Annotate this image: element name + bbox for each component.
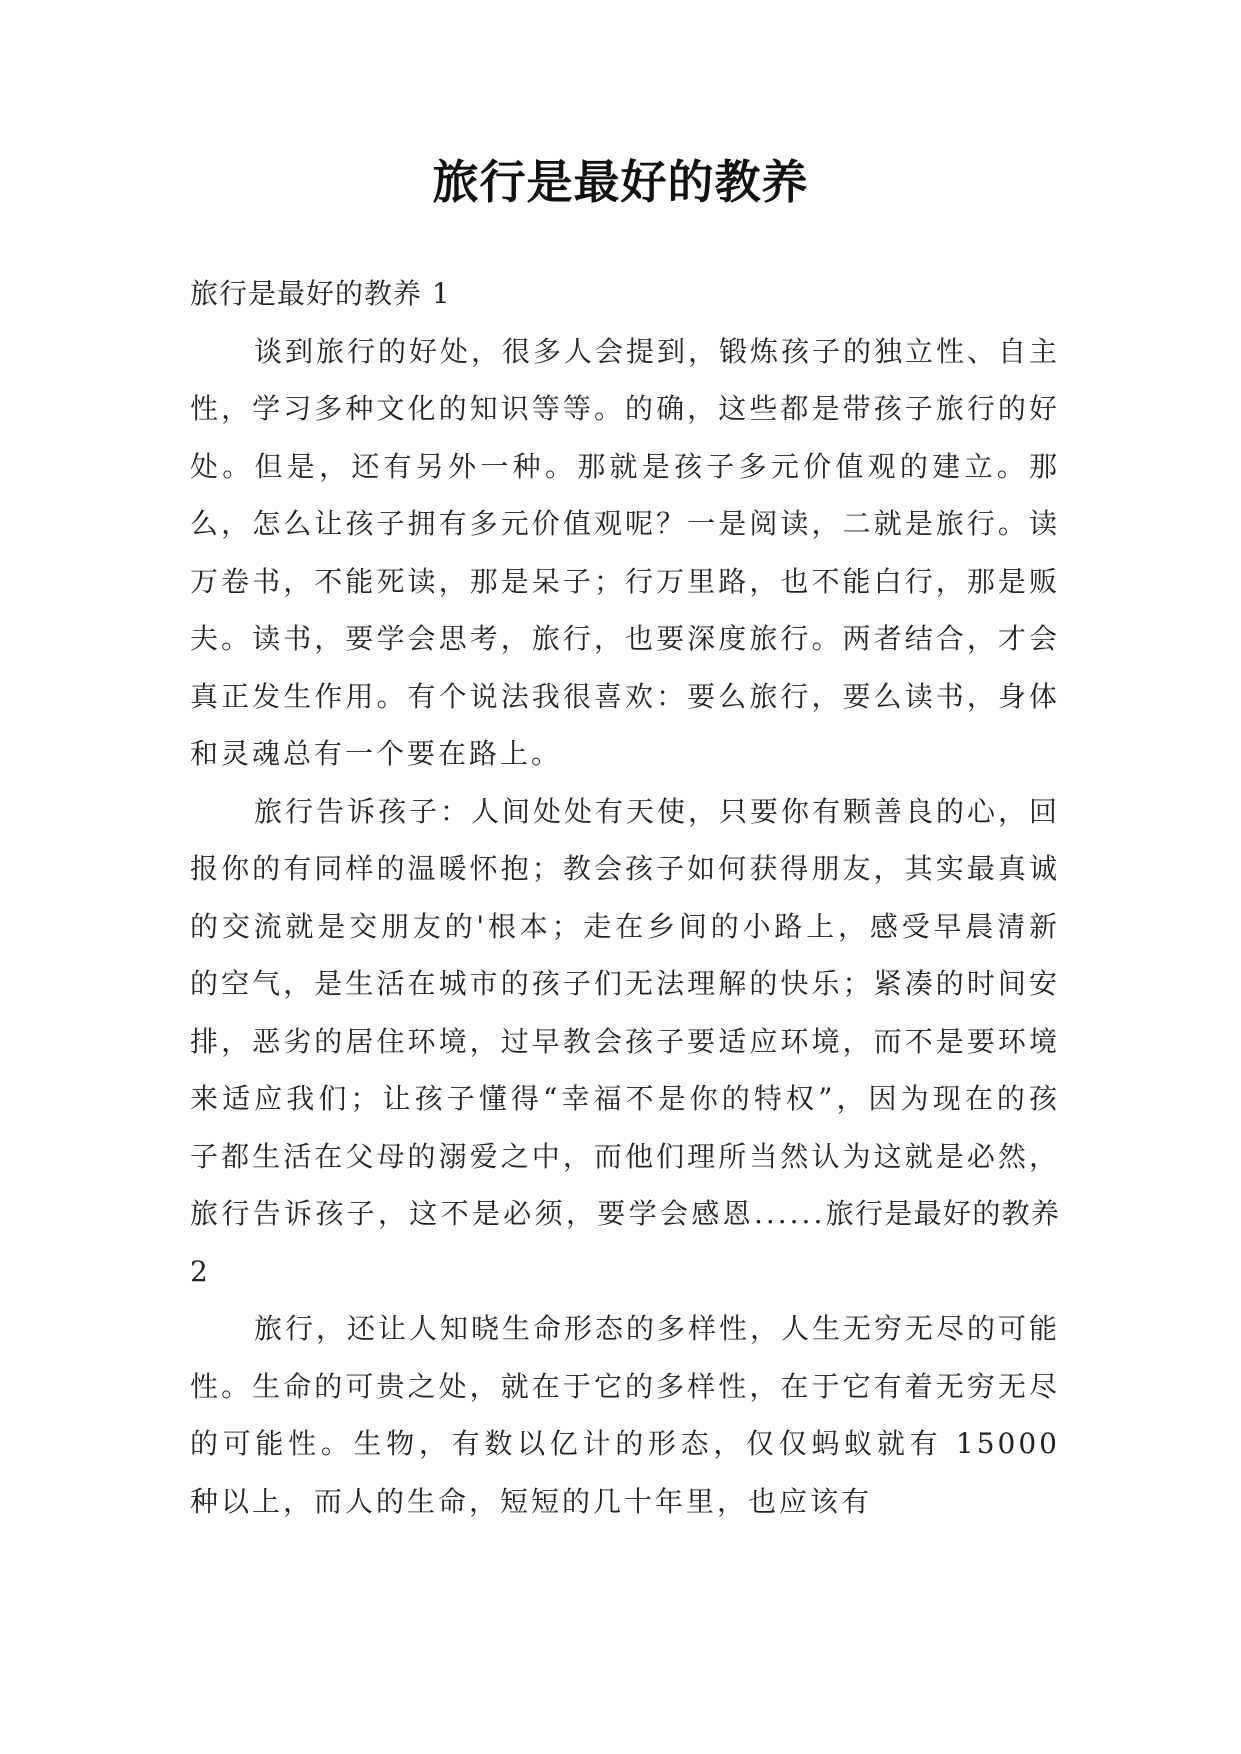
paragraph (190, 783, 1060, 1301)
paragraph: 谈到旅行的好处，很多人会提到，锻炼孩子的独立性、自主性，学习多种文化的知识等等。的确，这些都是带孩子旅行的好处。但是，还有另外一种。那就是孩子多元价值观的建立。那么，怎么让孩子拥有多元价值观呢？一是阅读，二就是旅行。读万卷书，不能死读，那是呆子；行万里路，也不能白行，那是贩夫。读书，要学会思考，旅行，也要深度旅行。两者结合，才会真正发生作用。有个说法我很喜欢：要么旅行，要么读书，身体和灵魂总有一个要在路上。 (190, 334, 1061, 770)
section-heading-2: 旅行是最好的教养 2 (190, 1197, 1060, 1288)
section-heading-1: 旅行是最好的教养 1 (190, 277, 451, 310)
document-body (190, 265, 1060, 1530)
paragraph-text: 旅行告诉孩子：人间处处有天使，只要你有颗善良的心，回报你的有同样的温暖怀抱；教会孩子如何获得朋友，其实最真诚的交流就是交朋友的'根本；走在乡间的小路上，感受早晨清新的空气，是生活在城市的孩子们无法理解的快乐；紧凑的时间安排，恶劣的居住环境，过早教会孩子要适应环境，而不是要环境来适应我们；让孩子懂得“幸福不是你的特权”，因为现在的孩子都生活在父母的溺爱之中，而他们理所当然认为这就是必然，旅行告诉孩子，这不是必须，要学会感恩...... (190, 794, 1061, 1230)
paragraph: 旅行，还让人知晓生命形态的多样性，人生无穷无尽的可能性。生命的可贵之处，就在于它的多样性，在于它有着无穷无尽的可能性。生物，有数以亿计的形态，仅仅蚂蚁就有 15000 种以上，而人的生命，短短的几十年里，也应该有 (190, 1312, 1061, 1518)
document-title: 旅行是最好的教养 (432, 155, 809, 209)
